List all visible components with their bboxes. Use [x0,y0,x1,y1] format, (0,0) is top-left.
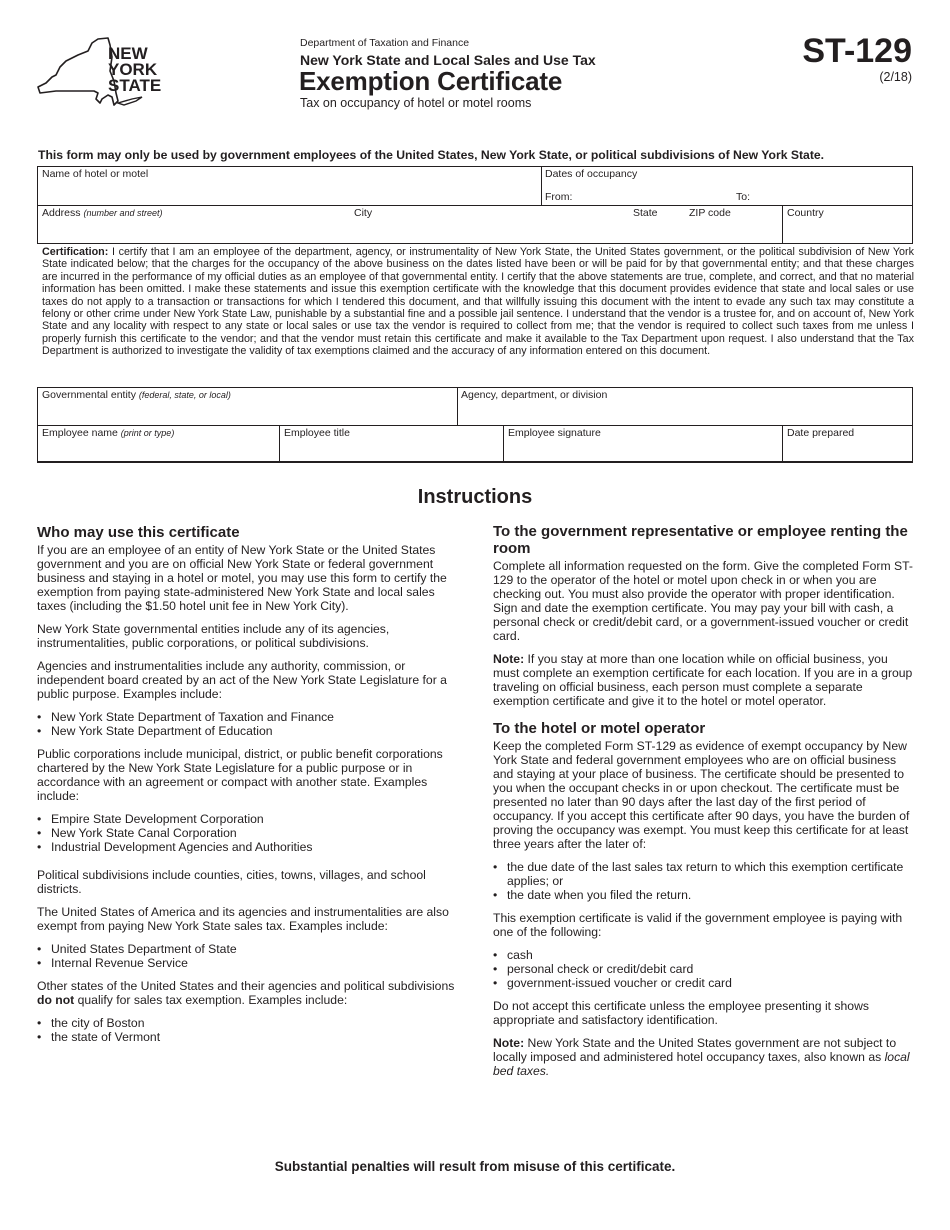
city-label: City [354,207,373,219]
list-item: • Industrial Development Agencies and Authorities [37,840,457,854]
list-item: • the city of Boston [37,1016,457,1030]
form-revision: (2/18) [879,70,912,84]
p7-text-c: qualify for sales tax exemption. Examples include: [74,993,348,1007]
list-item: • Empire State Development Corporation [37,812,457,826]
list-item: • government-issued voucher or credit card [493,976,913,990]
form-number: ST-129 [802,32,912,70]
instr-left-p7 [37,979,457,1007]
form-tagline: Tax on occupancy of hotel or motel rooms [300,96,532,110]
hotel-operator-heading: To the hotel or motel operator [493,720,706,737]
address-label [42,207,163,219]
note1-text: If you stay at more than one location while on official business, you must complete an exemption certificate for each location. If you are in a group traveling on official business, each person must complete a separate exemption certificate and give it to the hotel or motel operator. [493,652,913,708]
instr-right-p2: Keep the completed Form ST-129 as evidence of exempt occupancy by New York State and federal government employees who are on official business and staying at your place of business. The certificate should be presented to you when the occupant checks in or upon checkout. The certificate must be presented no later than 90 days after the last day of the first period of occupancy. If you accept this certificate after 90 days, you have the burden of proving the occupancy was exempt. You must keep this certificate for at least three years after the later of: [493,739,910,851]
form-title: Exemption Certificate [299,66,563,96]
instr-left-p2: New York State governmental entities include any of its agencies, instrumentalities, public corporations, or political subdivisions. [37,622,390,650]
list-item: • United States Department of State [37,942,457,956]
date-prepared-field[interactable] [783,426,912,462]
instr-right-p3: This exemption certificate is valid if the government employee is paying with one of the following: [493,911,903,939]
logo-text-state: STATE [108,76,162,95]
list-item: • the state of Vermont [37,1030,457,1044]
instr-left-p4: Public corporations include municipal, district, or public benefit corporations chartered by the New York State Legislature for a public purpose or in accordance with an agreement or compact with another state. Examples include: [37,747,443,803]
list-item: • the due date of the last sales tax return to which this exemption certificate applies; or [493,860,913,888]
instr-right-p4: Do not accept this certificate unless the employee presenting it shows appropriate and satisfactory identification. [493,999,869,1027]
list-item: • personal check or credit/debit card [493,962,913,976]
list-item: • cash [493,948,913,962]
employee-signature-label: Employee signature [508,427,601,439]
agency-field[interactable] [458,388,912,425]
address-label-text: Address [42,207,81,219]
dates-of-occupancy-field[interactable] [542,167,912,205]
note2-text: New York State and the United States government are not subject to locally imposed and administered hotel occupancy taxes, also known as [493,1036,897,1064]
employee-signature-field[interactable] [504,426,782,462]
employee-title-field[interactable] [280,426,503,462]
state-label: State [633,207,658,219]
logo-text-new: NEW [108,44,148,63]
nys-logo [36,37,164,113]
list-item: • the date when you filed the return. [493,888,913,902]
address-hint: (number and street) [83,208,163,218]
usage-notice: This form may only be used by government employees of the United States, New York State, or political subdivisions of New York State. [38,148,825,162]
country-field[interactable] [783,206,912,243]
department-name: Department of Taxation and Finance [300,37,470,49]
public-corporations-list [37,812,457,854]
employee-name-field[interactable] [38,426,279,462]
governmental-entity-field[interactable] [38,388,457,425]
dates-label: Dates of occupancy [545,168,638,180]
note-label: Note: [493,1036,525,1050]
agencies-examples-list [37,710,457,738]
instr-left-p1: If you are an employee of an entity of New York State or the United States government and you are on official New York State or federal government business and staying in a hotel or motel, you may use this form to certify the exemption from paying state-administered New York State and local sales taxes (including the $1.50 hotel unit fee in New York City). [37,543,447,613]
date-prepared-label: Date prepared [787,427,855,439]
instructions-left-column [37,524,457,1053]
non-exempt-examples-list [37,1016,457,1044]
to-label: To: [736,191,751,203]
list-item: • Internal Revenue Service [37,956,457,970]
hotel-info-section [37,166,913,244]
form-subtitle: New York State and Local Sales and Use Tax [300,52,596,68]
payment-methods-list [493,948,913,990]
employee-name-hint: (print or type) [120,428,175,438]
p7-emphasis: do not [37,993,75,1007]
federal-examples-list [37,942,457,970]
employee-name-label-text: Employee name [42,427,118,439]
later-of-list [493,860,913,902]
hotel-name-label: Name of hotel or motel [42,168,149,180]
employee-info-section [37,387,913,463]
instr-right-note2 [493,1036,913,1078]
hotel-name-field[interactable] [38,167,541,205]
gov-entity-label-text: Governmental entity [42,389,136,401]
government-representative-heading: To the government representative or employee renting the room [493,523,908,557]
instr-left-p5: Political subdivisions include counties, cities, towns, villages, and school districts. [37,868,426,896]
agency-label: Agency, department, or division [461,389,608,401]
instr-right-p1: Complete all information requested on the form. Give the completed Form ST-129 to the operator of the hotel or motel upon check in or when you are checking out. You must also provide the operator with proper identification. Sign and date the exemption certificate. You may pay your bill with cash, a personal check or credit/debit card, or a government-issued voucher or credit card. [493,559,913,643]
note2-emphasis: local bed taxes. [493,1050,910,1078]
p7-text-a: Other states of the United States and their agencies and political subdivisions [37,979,455,993]
list-item: • New York State Department of Taxation and Finance [37,710,457,724]
zip-label: ZIP code [689,207,731,219]
note-label: Note: [493,652,525,666]
instructions-right-column [493,523,913,1087]
certification-text: I certify that I am an employee of the department, agency, or instrumentality of New York State, the United States government, or the political subdivision of New York State indicated below; that the charges for the occupancy of the above business on the dates listed have been or will be paid for by that governmental entity; and that these charges are incurred in the performance of my official duties as an employee of that governmental entity. I certify that the above statements are true, complete, and correct, and that no material information has been omitted. I make these statements and issue this exemption certificate with the knowledge that this document provides evidence that state and local sales or use taxes do not apply to a transaction or transactions for which I tendered this document, and that willfully issuing this document with the intent to evade any such tax may constitute a felony or other crime under New York State Law, punishable by a substantial fine and a possible jail sentence. I understand that the vendor is a trustee for, and on account of, New York State and any locality with respect to any state or local sales or use tax the vendor is required to collect from me; that the vendor is required to collect such taxes from me unless I properly furnish this certificate to the vendor; and that the vendor must retain this certificate and make it available to the Tax Department upon request. I also understand that the Tax Department is authorized to investigate the validity of tax exemptions claimed and the accuracy of any information entered on this document. [42,246,914,358]
list-item: • New York State Canal Corporation [37,826,457,840]
country-label: Country [787,207,824,219]
address-field[interactable] [38,206,782,243]
employee-title-label: Employee title [284,427,350,439]
who-may-use-heading: Who may use this certificate [37,524,240,541]
new-york-state-map-icon [36,37,164,113]
employee-name-label [42,427,174,439]
from-label: From: [545,191,573,203]
instr-right-note1 [493,652,913,708]
list-item: • New York State Department of Education [37,724,457,738]
certification-statement [42,246,914,358]
penalty-warning: Substantial penalties will result from misuse of this certificate. [274,1159,676,1174]
gov-entity-label [42,389,231,401]
instr-left-p6: The United States of America and its agencies and instrumentalities are also exempt from paying New York State sales tax. Examples include: [37,905,449,933]
gov-entity-hint: (federal, state, or local) [138,390,231,400]
instr-left-p3: Agencies and instrumentalities include any authority, commission, or independent board created by an act of the New York State Legislature for a public purpose. Examples include: [37,659,447,701]
certification-label: Certification: [42,246,109,258]
instructions-heading: Instructions [417,486,533,508]
logo-text-york: YORK [108,60,158,79]
